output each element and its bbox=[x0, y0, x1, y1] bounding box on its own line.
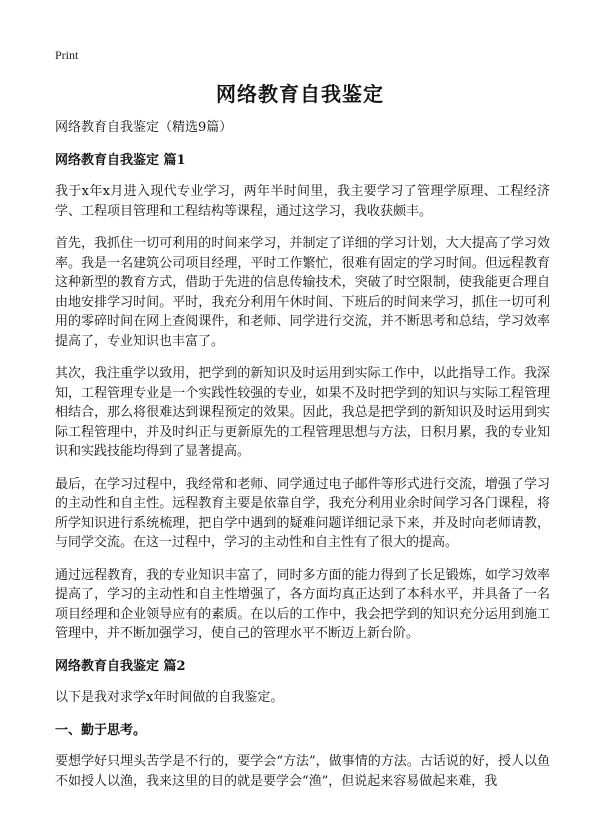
paragraph: 其次，我注重学以致用，把学到的新知识及时运用到实际工作中，以此指导工作。我深知，工程管理专业是一个实践性较强的专业，如果不及时把学到的知识与实际工程管理相结合，那么将很难达到课程预定的效果。因此，我总是把学到的新知识及时运用到实际工程管理中，并及时纠正与更新原先的工程管理思想与方法，日积月累，我的专业知识和实践技能均得到了显著提高。 bbox=[55, 366, 550, 459]
point-heading: 一、勤于思考。 bbox=[55, 722, 147, 738]
document-body bbox=[55, 118, 550, 804]
document-subtitle: 网络教育自我鉴定（精选9篇） bbox=[55, 120, 233, 135]
section-heading-2: 网络教育自我鉴定 篇2 bbox=[55, 658, 186, 674]
paragraph: 要想学好只埋头苦学是不行的，要学会“方法”，做事情的方法。古话说的好，授人以鱼不如授人以渔，我来这里的目的就是要学会“渔”，但说起来容易做起来难，我 bbox=[55, 754, 550, 789]
paragraph: 通过远程教育，我的专业知识丰富了，同时多方面的能力得到了长足锻炼，如学习效率提高了，学习的主动性和自主性增强了，各方面均真正达到了本科水平，并具备了一名项目经理和企业领导应有的素质。在以后的工作中，我会把学到的知识充分运用到施工管理中，并不断加强学习，使自己的管理水平不断迈上新台阶。 bbox=[55, 567, 550, 641]
page-title: 网络教育自我鉴定 bbox=[216, 82, 384, 106]
paragraph: 最后，在学习过程中，我经常和老师、同学通过电子邮件等形式进行交流，增强了学习的主动性和自主性。远程教育主要是依靠自学，我充分利用业余时间学习各门课程，将所学知识进行系统梳理，把自学中遇到的疑难问题详细记录下来，并及时向老师请教，与同学交流。在这一过程中，学习的主动性和自主性有了很大的提高。 bbox=[55, 476, 550, 550]
print-link[interactable]: Print bbox=[55, 48, 79, 62]
paragraph: 首先，我抓住一切可利用的时间来学习，并制定了详细的学习计划，大大提高了学习效率。我是一名建筑公司项目经理，平时工作繁忙，很难有固定的学习时间。但远程教育这种新型的教育方式，借助于先进的信息传输技术，突破了时空限制，使我能更合理自由地安排学习时间。平时，我充分利用午休时间、下班后的时间来学习，抓住一切可利用的零碎时间在网上查阅课件，和老师、同学进行交流，并不断思考和总结，学习效率提高了，专业知识也丰富了。 bbox=[55, 236, 550, 349]
paragraph: 我于x年x月进入现代专业学习，两年半时间里，我主要学习了管理学原理、工程经济学、工程项目管理和工程结构等课程，通过这学习，我收获颇丰。 bbox=[55, 184, 550, 219]
paragraph: 以下是我对求学x年时间做的自我鉴定。 bbox=[55, 690, 284, 705]
section-heading-1: 网络教育自我鉴定 篇1 bbox=[55, 152, 186, 168]
